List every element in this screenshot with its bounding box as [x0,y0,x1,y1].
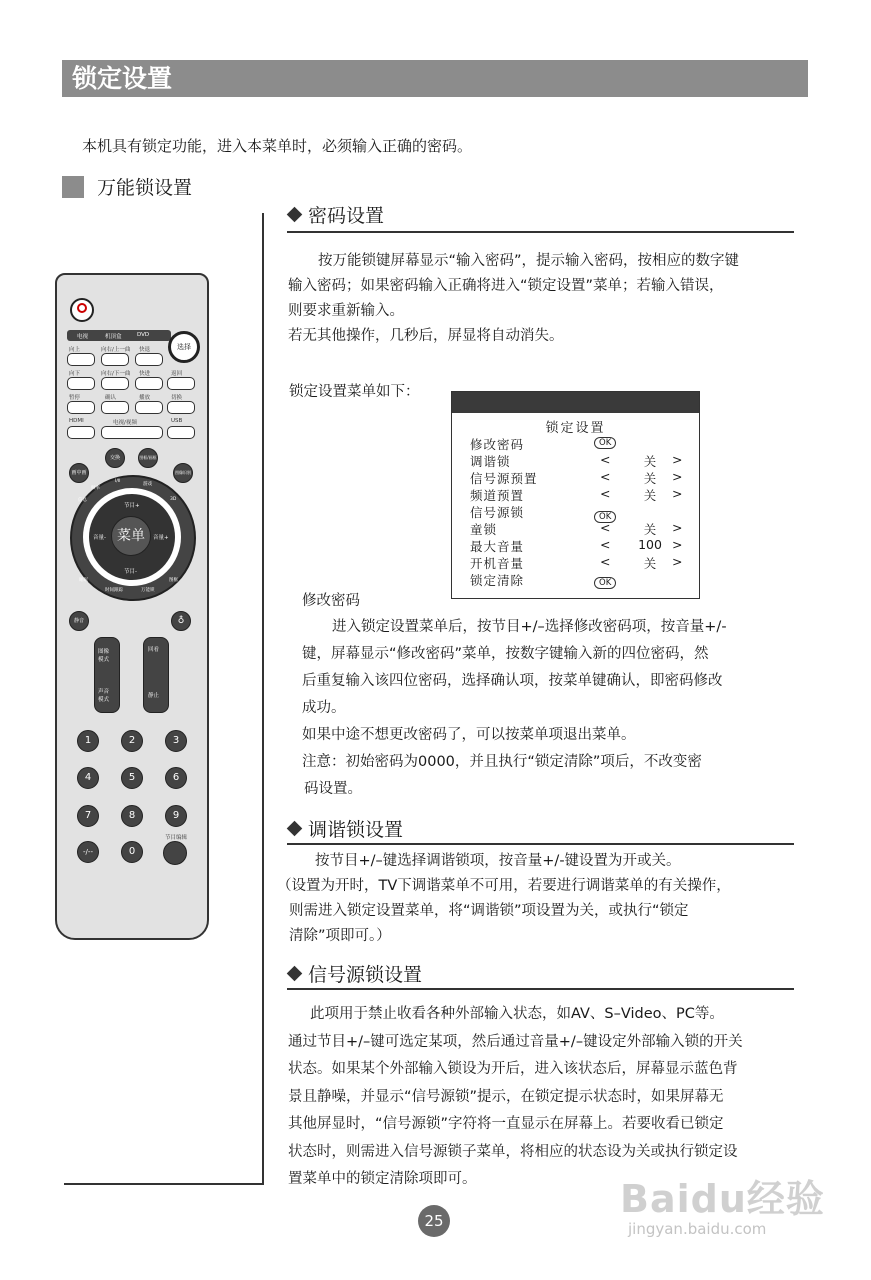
pill-label: 向上 [69,347,81,353]
pill-button [101,426,163,439]
digit-6-button: 6 [165,767,187,789]
pill-button [67,353,95,366]
arrow-right-icon: > [672,520,683,535]
tune-lock-line: 清除”项即可。） [289,928,391,944]
pill-label: 快退 [139,347,151,353]
source-lock-line: 景且静噪，并显示“信号源锁”提示，在锁定提示状态时，如果屏幕无 [288,1088,724,1105]
change-pw-line: 码设置。 [304,781,362,797]
pill-button [135,353,163,366]
pill-button [167,377,195,390]
select-button: 选择 [168,331,200,363]
pill-label: 确认 [105,395,117,401]
arrow-left-icon: < [600,520,611,535]
pw-underline [287,231,794,233]
section-marker [62,176,84,198]
digit-dash-button: -/-- [77,841,99,863]
ring-label: 睡眠 [79,578,88,583]
digit-1-button: 1 [77,730,99,752]
menu-row-channel-preset: 频道预置 < 关 > [470,486,683,503]
pill-label: 电视/视频 [113,420,137,426]
pill-button [101,353,129,366]
ok-badge: OK [594,577,616,589]
digit-4-button: 4 [77,767,99,789]
watermark-url: jingyan.baidu.com [628,1220,767,1238]
menu-row-lock-clear: 锁定清除 OK [470,571,690,588]
ring-label: 3D [170,497,177,502]
intro-text: 本机具有锁定功能，进入本菜单时，必须输入正确的密码。 [82,137,473,155]
pill-label: 向右/上一曲 [101,347,131,353]
swap-button: 交换 [105,448,125,468]
watermark-logo: Baidu经验 [620,1177,825,1221]
source-lock-line: 状态时，则需进入信号源锁子菜单，将相应的状态设为关或执行锁定设 [288,1143,738,1160]
tune-lock-body [277,849,731,949]
menu-button: 菜单 [111,516,151,556]
pill-label: 向下 [69,371,81,377]
mode-label: DVD [137,332,150,338]
pill-label: 返回 [171,371,183,377]
pill-label: 暂停 [69,395,81,401]
bulb-icon: ♁ [171,611,191,631]
pill-label: HDMI [69,418,84,424]
tune-lock-line: （设置为开时，TV下调谐菜单不可用，若要进行调谐菜单的有关操作， [277,878,731,894]
snd-mode-label: 声音 模式 [98,689,110,703]
tune-lock-line: 按节目+/–键选择调谐锁项，按音量+/-键设置为开或关。 [315,853,681,869]
pill-label: 快进 [139,371,151,377]
dpad-label: 节目+ [124,503,140,509]
ring-label: 时间跟踪 [105,588,123,593]
diamond-icon [287,207,303,223]
change-pw-body [302,614,727,803]
menu-row-power-volume: 开机音量 < 关 > [470,554,683,571]
menu-row-child-lock: 童锁 < 关 > [470,520,683,537]
menu-row-source-preset: 信号源预置 < 关 > [470,469,683,486]
menu-header [452,392,699,413]
source-lock-line: 状态。如果某个外部输入锁设为开后，进入该状态后，屏幕显示蓝色背 [288,1061,738,1077]
ring-label: 图框 [169,578,178,583]
source-lock-line: 通过节目+/–键可选定某项，然后通过音量+/–键设定外部输入锁的开关 [288,1033,743,1050]
page-number: 25 [418,1205,450,1237]
ok-badge: OK [594,437,616,449]
pill-button [135,401,163,414]
pill-label: 播放 [139,395,151,401]
arrow-left-icon: < [600,486,611,501]
img-mode-label: 图像 模式 [98,649,110,663]
tune-lock-underline [287,843,794,845]
digit-2-button: 2 [121,730,143,752]
arrow-right-icon: > [672,469,683,484]
source-lock-underline [287,988,794,990]
pw-line: 则要求重新输入。 [288,303,404,319]
diamond-icon [287,966,303,982]
menu-title: 锁定设置 [545,421,606,436]
replay-label: 回看 [148,647,160,653]
pill-button [101,401,129,414]
ring-label: 游戏 [143,482,152,487]
change-pw-line: 键，屏幕显示“修改密码”菜单，按数字键输入新的四位密码，然 [302,646,709,662]
frame-button: 图框/画框 [138,448,158,468]
pw-body [288,249,739,349]
ring-label: 万能锁 [141,588,155,593]
arrow-left-icon: < [600,554,611,569]
pill-button [67,401,95,414]
menu-row-change-password: 修改密码 OK [470,435,690,452]
pill-button [67,377,95,390]
arrow-right-icon: > [672,537,683,552]
arrow-left-icon: < [600,452,611,467]
menu-row-max-volume: 最大音量 < 100 > [470,537,683,554]
arrow-left-icon: < [600,537,611,552]
diamond-icon [287,821,303,837]
page-title: 锁定设置 [72,64,173,93]
change-pw-line: 成功。 [302,700,346,716]
pill-label: 切换 [171,395,183,401]
mode-label: 电视 [77,334,89,340]
change-pw-line: 注意：初始密码为0000，并且执行“锁定清除”项后，不改变密 [302,754,702,770]
arrow-right-icon: > [672,554,683,569]
dpad-label: 音量- [93,535,106,541]
pill-button [167,401,195,414]
ring-label: 信息 [78,498,87,503]
tune-lock-line: 则需进入锁定设置菜单，将“调谐锁”项设置为关，或执行“锁定 [289,903,689,919]
change-pw-line: 后重复输入该四位密码，选择确认项，按菜单键确认，即密码修改 [302,673,723,689]
fav-label: 节目编辑 [165,835,188,841]
digit-7-button: 7 [77,805,99,827]
change-pw-line: 如果中途不想更改密码了，可以按菜单项退出菜单。 [302,727,636,743]
mode-label: 机顶盒 [105,334,122,340]
digit-9-button: 9 [165,805,187,827]
pill-label: 向右/下一曲 [101,371,131,377]
still-label: 静止 [148,693,160,699]
pill-label: USB [171,418,183,424]
change-pw-line: 进入锁定设置菜单后，按节目+/–选择修改密码项，按音量+/- [332,619,727,635]
section-title: 万能锁设置 [97,177,193,199]
mute-button: 静音 [69,611,89,631]
menu-row-source-lock: 信号源锁 OK [470,503,690,520]
lock-menu [451,391,700,599]
menu-intro: 锁定设置菜单如下： [289,384,420,400]
digit-5-button: 5 [121,767,143,789]
arrow-right-icon: > [672,486,683,501]
menu-row-tune-lock: 调谐锁 < 关 > [470,452,683,469]
source-lock-line: 其他屏显时，“信号源锁”字符将一直显示在屏幕上。若要收看已锁定 [288,1116,724,1132]
digit-8-button: 8 [121,805,143,827]
pip-button: 画中画 [69,463,89,483]
arrow-left-icon: < [600,469,611,484]
title-bar [62,60,808,97]
digit-0-button: 0 [121,841,143,863]
ring-label: 帧率 [91,486,100,491]
pill-button [67,426,95,439]
divider-bottom [64,1183,264,1185]
source-lock-heading: 信号源锁设置 [285,960,422,987]
pw-line: 按万能锁键屏幕显示“输入密码”，提示输入密码，按相应的数字键 [318,253,740,269]
ok-badge: OK [594,511,616,523]
dpad-label: 音量+ [153,535,169,541]
change-pw-heading: 修改密码 [302,593,360,609]
image-recog-button: 图像识别 [173,463,193,483]
pill-button [135,377,163,390]
divider-vertical [262,213,264,1183]
fav-button [163,841,187,865]
pill-button [167,426,195,439]
power-button [70,298,94,322]
source-lock-body [288,1001,743,1194]
remote-control-illustration [55,273,209,940]
pw-line: 若无其他操作，几秒后，屏显将自动消失。 [288,328,564,344]
digit-3-button: 3 [165,730,187,752]
source-lock-line: 此项用于禁止收看各种外部输入状态，如AV、S–Video、PC等。 [310,1006,724,1022]
pill-button [101,377,129,390]
dpad-label: 节目- [124,569,137,575]
source-lock-line: 置菜单中的锁定清除项即可。 [288,1171,477,1187]
pw-line: 输入密码；如果密码输入正确将进入“锁定设置”菜单；若输入错误， [288,278,724,294]
arrow-right-icon: > [672,452,683,467]
pw-heading: 密码设置 [285,201,384,228]
tune-lock-heading: 调谐锁设置 [285,815,403,842]
ring-label: I/II [115,479,121,484]
